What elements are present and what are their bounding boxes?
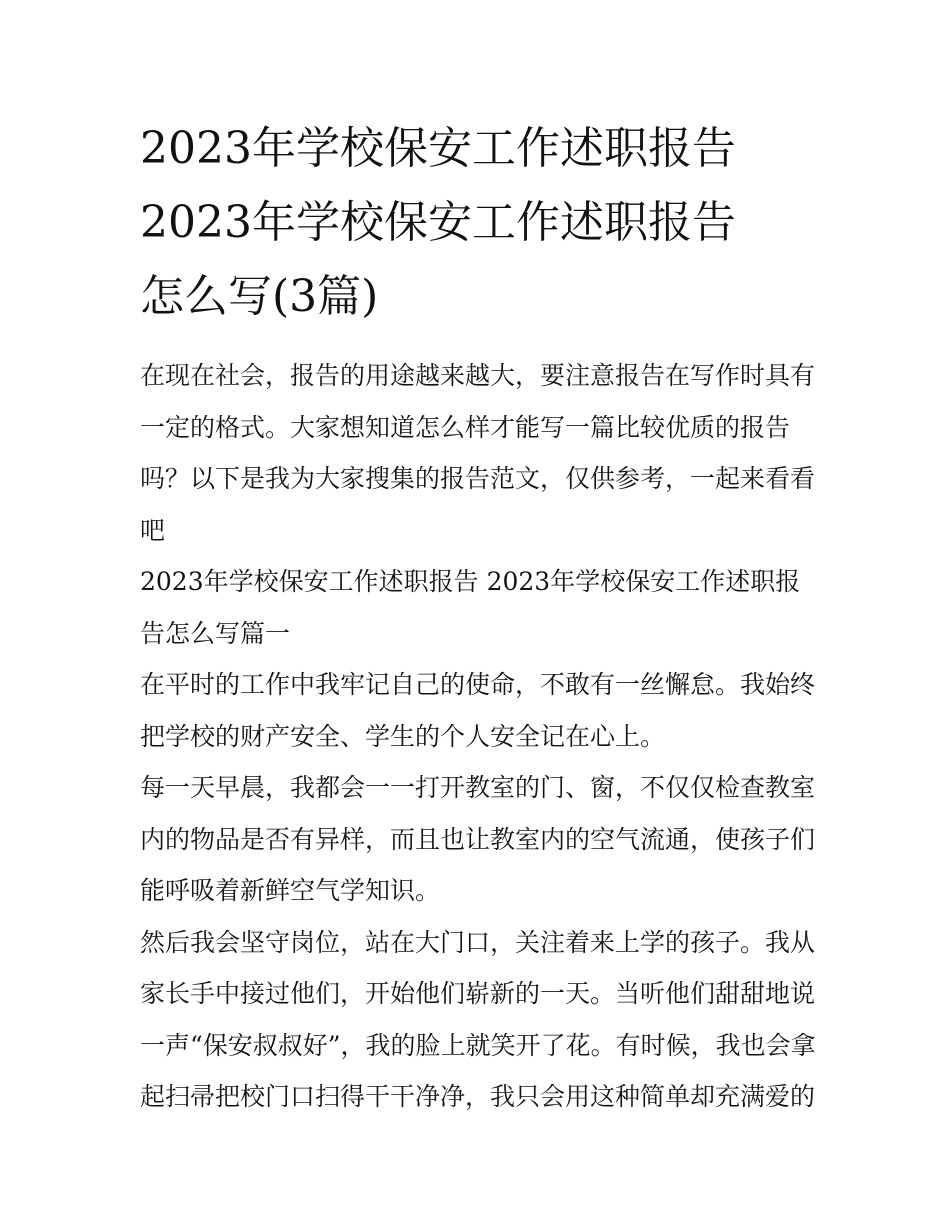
intro-paragraph: 在现在社会，报告的用途越来越大，要注意报告在写作时具有一定的格式。大家想知道怎么样才能写一篇比较优质的报告吗？以下是我为大家搜集的报告范文，仅供参考，一起来看看吧: [140, 361, 816, 545]
document-title: [140, 112, 820, 334]
body-paragraph: 每一天早晨，我都会一一打开教室的门、窗，不仅仅检查教室内的物品是否有异样，而且也让教室内的空气流通，使孩子们能呼吸着新鲜空气学知识。: [140, 773, 816, 905]
body-paragraph: 在平时的工作中我牢记自己的使命，不敢有一丝懈怠。我始终把学校的财产安全、学生的个人安全记在心上。: [140, 670, 816, 751]
title-line-3: 怎么写(3篇): [140, 271, 379, 322]
title-line-2: 2023年学校保安工作述职报告: [140, 197, 736, 248]
body-paragraph: 然后我会坚守岗位，站在大门口，关注着来上学的孩子。我从家长手中接过他们，开始他们崭新的一天。当听他们甜甜地说一声“保安叔叔好”，我的脸上就笑开了花。有时候，我也会拿起扫帚把校门口扫得干干净净，我只会用这种简单却充满爱的: [140, 927, 816, 1111]
document-body: [140, 350, 820, 1123]
section-heading: 2023年学校保安工作述职报告 2023年学校保安工作述职报告怎么写篇一: [140, 567, 801, 648]
title-line-1: 2023年学校保安工作述职报告: [140, 123, 736, 174]
document-content: [140, 112, 820, 1123]
